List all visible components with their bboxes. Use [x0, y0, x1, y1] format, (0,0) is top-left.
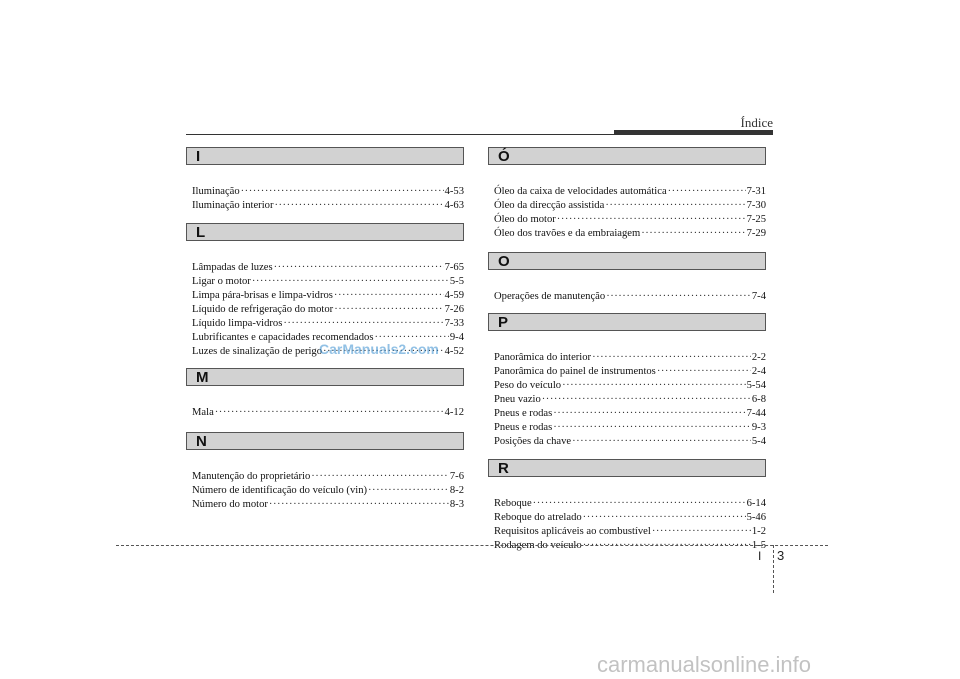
index-entry: Óleo do motor ····· 7-25: [494, 213, 766, 227]
index-entry: Luzes de sinalização de perigo ····· 4-52: [192, 345, 464, 359]
index-section-m: [186, 368, 464, 432]
header-bar: [614, 130, 773, 135]
index-column-left: [186, 147, 464, 512]
index-entry: Iluminação ····· 4-53: [192, 185, 464, 199]
watermark-carmanualsonline: carmanualsonline.info: [597, 652, 812, 677]
index-entry: Mala ····· 4-12: [192, 406, 464, 420]
footer-page-number: 3: [777, 548, 785, 563]
index-entry: Óleo da direcção assistida ····· 7-30: [494, 199, 766, 213]
index-entry: Lâmpadas de luzes ····· 7-65: [192, 261, 464, 275]
section-letter: L: [186, 223, 464, 241]
index-section-o: [488, 252, 766, 313]
index-entry: Pneus e rodas ····· 9-3: [494, 421, 766, 435]
index-section-o-acute: [488, 147, 766, 252]
index-entry: Peso do veículo ····· 5-54: [494, 379, 766, 393]
index-entry: Número do motor ····· 8-3: [192, 498, 464, 512]
index-entry: Pneus e rodas ····· 7-44: [494, 407, 766, 421]
index-entry: Posições da chave ····· 5-4: [494, 435, 766, 449]
index-entry: Operações de manutenção ····· 7-4: [494, 290, 766, 304]
index-entry: Lubrificantes e capacidades recomendados ····· 9-4: [192, 331, 464, 345]
index-entry: Pneu vazio ····· 6-8: [494, 393, 766, 407]
footer-rule: [116, 545, 828, 546]
index-entry: Óleo da caixa de velocidades automática ····· 7-31: [494, 185, 766, 199]
index-section-n: [186, 432, 464, 512]
page-header-title: Índice: [740, 115, 773, 130]
section-letter: Ó: [488, 147, 766, 165]
index-entry: Reboque do atrelado ····· 5-46: [494, 511, 766, 525]
index-entry: Líquido limpa-vidros ····· 7-33: [192, 317, 464, 331]
section-letter: N: [186, 432, 464, 450]
section-letter: I: [186, 147, 464, 165]
index-section-i: [186, 147, 464, 223]
section-letter: M: [186, 368, 464, 386]
index-entry: Óleo dos travões e da embraiagem ····· 7-29: [494, 227, 766, 241]
index-entry: Panorâmica do interior ····· 2-2: [494, 351, 766, 365]
index-entry: Manutenção do proprietário ····· 7-6: [192, 470, 464, 484]
section-letter: R: [488, 459, 766, 477]
index-entry: Limpa pára-brisas e limpa-vidros ····· 4-59: [192, 289, 464, 303]
index-entry: Ligar o motor ····· 5-5: [192, 275, 464, 289]
section-letter: P: [488, 313, 766, 331]
index-section-p: [488, 313, 766, 459]
footer-section-letter: I: [758, 549, 762, 563]
index-entry: Requisitos aplicáveis ao combustível ····· 1-2: [494, 525, 766, 539]
index-entry: Rodagem do veículo ····· 1-5: [494, 539, 766, 553]
section-letter: O: [488, 252, 766, 270]
index-column-right: [488, 147, 766, 553]
index-entry: Número de identificação do veículo (vin) ····· 8-2: [192, 484, 464, 498]
index-entry: Líquido de refrigeração do motor ····· 7-26: [192, 303, 464, 317]
index-entry: Reboque ····· 6-14: [494, 497, 766, 511]
index-section-r: [488, 459, 766, 553]
index-entry: Iluminação interior ····· 4-63: [192, 199, 464, 213]
footer-divider: [773, 545, 774, 593]
watermark-carmanuals2: CarManuals2.com: [319, 341, 439, 357]
index-entry: Panorâmica do painel de instrumentos ····· 2-4: [494, 365, 766, 379]
